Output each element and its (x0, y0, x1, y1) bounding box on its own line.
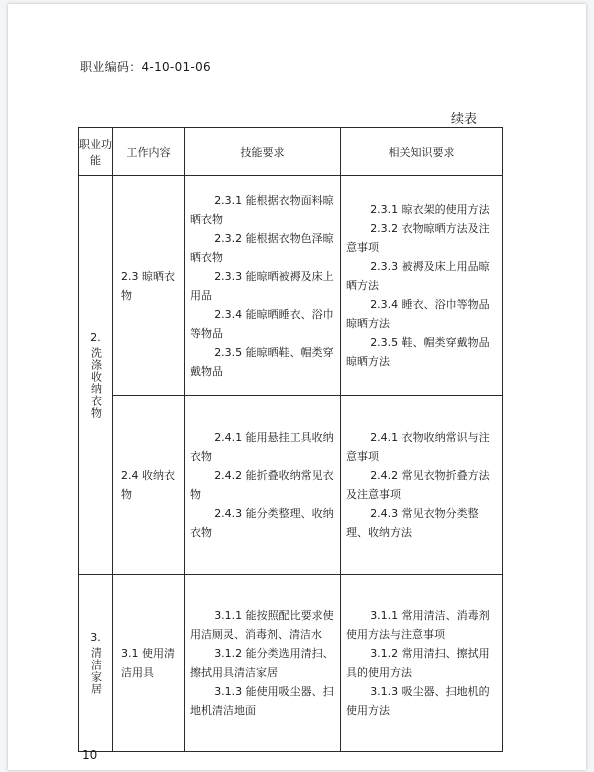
knowledge-item: 2.4.2 常见衣物折叠方法及注意事项 (346, 469, 490, 501)
header-skill: 技能要求 (185, 128, 341, 176)
knowledge-cell (341, 575, 503, 752)
header-function: 职业功能 (79, 128, 113, 176)
knowledge-item: 2.3.1 晾衣架的使用方法 (370, 203, 490, 216)
skill-item: 2.3.5 能晾晒鞋、帽类穿戴物品 (190, 345, 334, 378)
table-row (79, 176, 503, 396)
skill-item: 3.1.2 能分类选用清扫、擦拭用具清洁家居 (190, 647, 334, 679)
knowledge-item: 3.1.2 常用清扫、擦拭用具的使用方法 (346, 647, 490, 679)
skill-item: 3.1.3 能使用吸尘器、扫地机清洁地面 (190, 685, 334, 717)
skill-cell (185, 396, 341, 575)
skill-item: 2.3.4 能晾晒睡衣、浴巾等物品 (190, 307, 334, 340)
page-number: 10 (82, 748, 98, 762)
knowledge-item: 2.3.5 鞋、帽类穿戴物品晾晒方法 (346, 336, 490, 368)
function-name: 洗涤收纳衣物 (89, 347, 103, 419)
knowledge-item: 2.4.1 衣物收纳常识与注意事项 (346, 431, 490, 463)
knowledge-cell (341, 396, 503, 575)
skill-cell (185, 575, 341, 752)
header-knowledge: 相关知识要求 (341, 128, 503, 176)
work-cell: 3.1 使用清洁用具 (113, 575, 185, 752)
skill-item: 2.3.1 能根据衣物面料晾晒衣物 (190, 193, 334, 226)
skill-item: 2.3.3 能晾晒被褥及床上用品 (190, 269, 334, 302)
knowledge-item: 2.3.2 衣物晾晒方法及注意事项 (346, 222, 490, 254)
continued-label: 续表 (451, 112, 478, 127)
function-cell (79, 176, 113, 575)
knowledge-item: 2.3.3 被褥及床上用品晾晒方法 (346, 260, 490, 292)
knowledge-item: 3.1.3 吸尘器、扫地机的使用方法 (346, 685, 490, 717)
function-cell (79, 575, 113, 752)
header-work: 工作内容 (113, 128, 185, 176)
skill-cell (185, 176, 341, 396)
function-number: 3. (90, 631, 101, 644)
table-header-row (79, 128, 503, 176)
knowledge-item: 2.3.4 睡衣、浴巾等物品晾晒方法 (346, 298, 490, 330)
skill-item: 2.4.1 能用悬挂工具收纳衣物 (190, 431, 334, 463)
knowledge-cell (341, 176, 503, 396)
requirements-table (78, 127, 503, 752)
work-cell: 2.4 收纳衣物 (113, 396, 185, 575)
work-cell: 2.3 晾晒衣物 (113, 176, 185, 396)
skill-item: 2.4.3 能分类整理、收纳衣物 (190, 507, 334, 539)
skill-item: 3.1.1 能按照配比要求使用洁厕灵、消毒剂、清洁水 (190, 609, 334, 641)
function-number: 2. (90, 331, 101, 344)
function-name: 清洁家居 (89, 647, 103, 695)
knowledge-item: 2.4.3 常见衣物分类整理、收纳方法 (346, 507, 479, 539)
occupation-code: 职业编码：4-10-01-06 (80, 60, 211, 74)
skill-item: 2.3.2 能根据衣物色泽晾晒衣物 (190, 231, 334, 264)
skill-item: 2.4.2 能折叠收纳常见衣物 (190, 469, 334, 501)
knowledge-item: 3.1.1 常用清洁、消毒剂使用方法与注意事项 (346, 609, 490, 641)
table-row (79, 575, 503, 752)
table-row (79, 396, 503, 575)
